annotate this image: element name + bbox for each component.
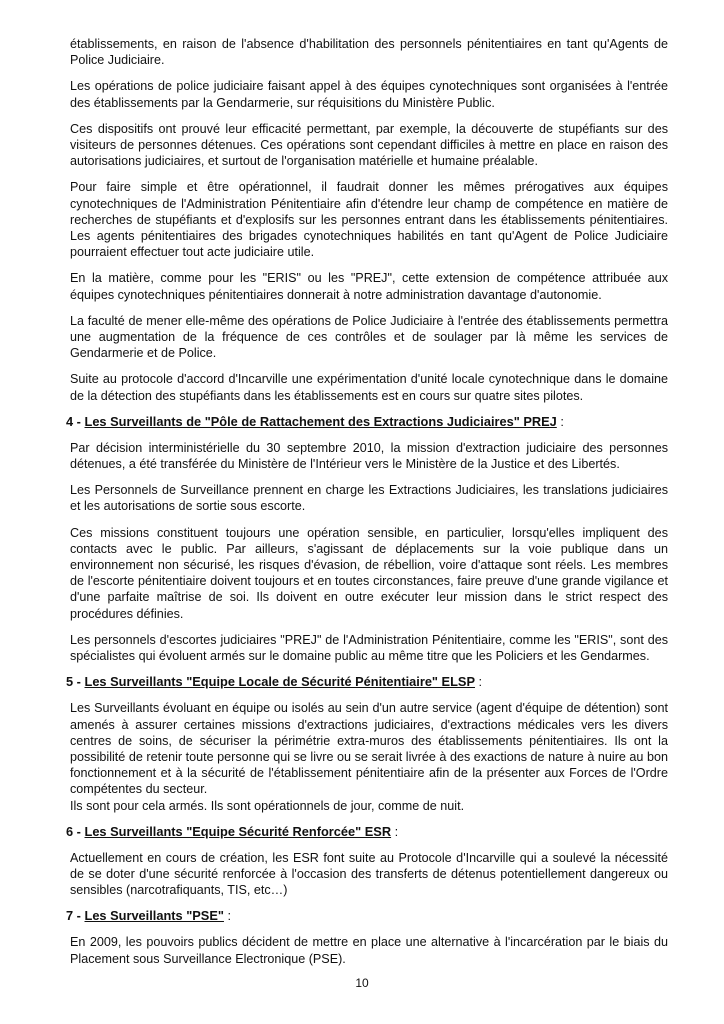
section-number: 7 - [66, 908, 85, 924]
section-title: Les Surveillants de "Pôle de Rattachement des Extractions Judiciaires" PREJ [84, 413, 557, 429]
document-page [66, 36, 668, 977]
paragraph: Ces missions constituent toujours une opération sensible, en particulier, lorsqu'elles impliquent des contacts avec le public. Par ailleurs, s'agissant de déplacements sur la voie publique dans un environnement non sécurisé, les risques d'évasion, de rébellion, voire d'attaque sont réels. Les membres de l'escorte pénitentiaire doivent toujours et en toutes circonstances, faire preuve d'une grande vigilance et d'une parfaite maîtrise de soi. Ils doivent en outre exécuter leur mission dans le strict respect des procédures définies. [70, 525, 668, 621]
section-colon: : [223, 908, 232, 924]
section-colon: : [474, 674, 483, 690]
paragraph: La faculté de mener elle-même des opérations de Police Judiciaire à l'entrée des établissements permettra une augmentation de la fréquence de ces contrôles et de soulager par là même les services de Gendarmerie et de Police. [70, 313, 668, 361]
page-number: 10 [355, 976, 369, 990]
section-number: 5 - [66, 674, 85, 690]
paragraph: Pour faire simple et être opérationnel, il faudrait donner les mêmes prérogatives aux équipes cynotechniques de l'Administration Pénitentiaire afin d'étendre leur champ de compétence en matière de recherches de stupéfiants et d'explosifs sur les personnes entrant dans les établissements pénitentiaires. Les agents pénitentiaires des brigades cynotechniques habilités en tant qu'Agent de Police Judiciaire pourraient effectuer tout acte judiciaire utile. [70, 180, 668, 260]
section-heading-7 [66, 908, 668, 924]
section-colon: : [556, 413, 564, 429]
paragraph: établissements, en raison de l'absence d'habilitation des personnels pénitentiaires en tant qu'Agents de Police Judiciaire. [70, 37, 668, 68]
paragraph: Suite au protocole d'accord d'Incarville une expérimentation d'unité locale cynotechnique dans le domaine de la détection des stupéfiants dans les établissements est en cours sur quatre sites pilotes. [70, 372, 668, 403]
section-number: 6 - [66, 823, 85, 839]
section-number: 4 - [66, 413, 85, 429]
paragraph: Actuellement en cours de création, les ESR font suite au Protocole d'Incarville qui a soulevé la nécessité de se doter d'une sécurité renforcée à l'occasion des transferts de détenus potentiellement dangereux ou sensibles (narcotrafiquants, TIS, etc…) [70, 850, 668, 898]
section-heading-6 [66, 824, 668, 840]
paragraph: En la matière, comme pour les "ERIS" ou les "PREJ", cette extension de compétence attribuée aux équipes cynotechniques pénitentiaires donnerait à notre administration davantage d'autonomie. [70, 271, 668, 302]
section-heading-4 [66, 414, 668, 430]
section-colon: : [391, 823, 399, 839]
paragraph: En 2009, les pouvoirs publics décident de mettre en place une alternative à l'incarcération par le biais du Placement sous Surveillance Electronique (PSE). [70, 935, 668, 966]
paragraph: Les Personnels de Surveillance prennent en charge les Extractions Judiciaires, les translations judiciaires et les autorisations de sortie sous escorte. [70, 483, 668, 514]
paragraph: Les personnels d'escortes judiciaires "PREJ" de l'Administration Pénitentiaire, comme les "ERIS", sont des spécialistes qui évoluent armés sur le domaine public au même titre que les Policiers et les Gendarmes. [70, 632, 668, 664]
section-title: Les Surveillants "PSE" [84, 908, 224, 924]
paragraph: Ces dispositifs ont prouvé leur efficacité permettant, par exemple, la découverte de stupéfiants sur des visiteurs de personnes détenues. Ces opérations sont cependant difficiles à mettre en place en raison des autorisations judiciaires, et surtout de l'organisation matérielle et humaine préalable. [70, 121, 668, 169]
section-heading-5 [66, 674, 668, 690]
paragraph: Les opérations de police judiciaire faisant appel à des équipes cynotechniques sont organisées à l'entrée des établissements par la Gendarmerie, sur réquisitions du Ministère Public. [70, 79, 668, 110]
paragraph: Ils sont pour cela armés. Ils sont opérationnels de jour, comme de nuit. [70, 798, 465, 813]
section-title: Les Surveillants "Equipe Sécurité Renforcée" ESR [84, 823, 392, 839]
paragraph: Par décision interministérielle du 30 septembre 2010, la mission d'extraction judiciaire des personnes détenues, a été transférée du Ministère de l'Intérieur vers le Ministère de la Justice et des Libertés. [70, 440, 668, 472]
paragraph: Les Surveillants évoluant en équipe ou isolés au sein d'un autre service (agent d'équipe de détention) sont amenés à assurer certaines missions d'extractions judiciaires, d'extractions médicales vers les divers centres de soins, de sécuriser la périmétrie extra-muros des établissements pénitentiaires. Ils ont la possibilité de retenir toute personne qui se livre ou se serait livrée à des exactions de nature à nuire au bon fonctionnement et à la sécurité de l'établissement pénitentiaire afin de la présenter aux Forces de l'Ordre compétentes du secteur. [70, 701, 668, 797]
section-title: Les Surveillants "Equipe Locale de Sécurité Pénitentiaire" ELSP [84, 674, 475, 690]
